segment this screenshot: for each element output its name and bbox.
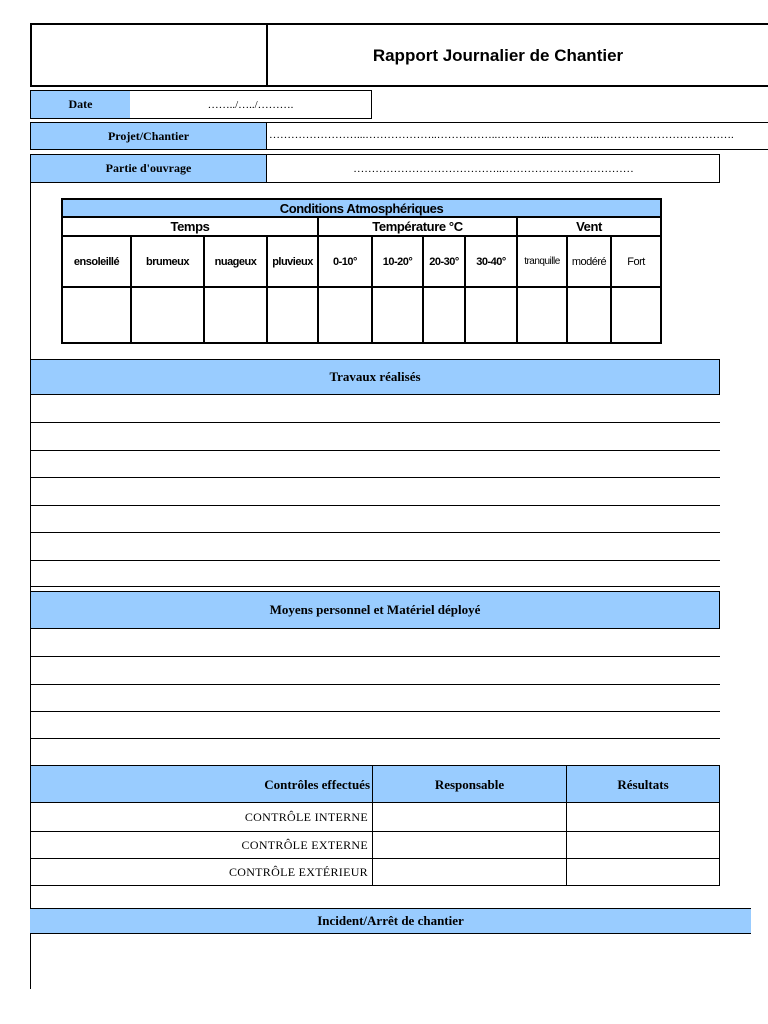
vent-header: Vent [517,217,661,236]
option-fort: Fort [611,236,661,287]
check-pluvieux[interactable] [267,287,318,343]
check-30-40[interactable] [465,287,517,343]
travaux-lines [30,395,720,587]
moyens-lines [30,629,720,765]
moyens-line[interactable] [30,684,720,685]
moyens-line[interactable] [30,656,720,657]
travaux-line[interactable] [30,477,720,478]
controle-externe-resultats[interactable] [567,832,719,859]
controle-exterieur-label: CONTRÔLE EXTÉRIEUR [228,864,368,879]
projet-row [30,122,768,150]
travaux-line[interactable] [30,505,720,506]
check-ensoleille[interactable] [62,287,131,343]
partie-label: Partie d'ouvrage [31,155,267,182]
date-field[interactable]: ……../…../………. [207,98,294,111]
check-nuageux[interactable] [204,287,267,343]
projet-field[interactable]: ……………………...………………..……………..…………...…………..………………………………. [269,129,734,141]
projet-label: Projet/Chantier [31,123,267,149]
option-30-40: 30-40° [465,236,517,287]
partie-field[interactable]: …………………………………..……………………………… [353,162,634,175]
title-block [30,23,768,87]
controle-exterieur-resultats[interactable] [567,859,719,885]
date-label: Date [31,91,130,118]
controle-interne-label: CONTRÔLE INTERNE [244,810,368,824]
responsable-header: Responsable [434,776,505,792]
temps-header: Temps [62,217,318,236]
check-fort[interactable] [611,287,661,343]
controle-interne-responsable[interactable] [373,804,566,831]
weather-table [61,198,662,344]
option-modere: modéré [567,236,611,287]
weather-title: Conditions Atmosphériques [62,199,661,217]
controles-header: Contrôles effectués [264,776,370,792]
check-brumeux[interactable] [131,287,204,343]
option-nuageux: nuageux [204,236,267,287]
check-10-20[interactable] [372,287,423,343]
controls-table [30,765,720,886]
incident-area[interactable] [31,935,720,989]
controle-externe-responsable[interactable] [373,832,566,859]
travaux-line[interactable] [30,532,720,533]
travaux-line[interactable] [30,450,720,451]
resultats-header: Résultats [617,776,669,792]
controle-interne-resultats[interactable] [567,804,719,831]
check-modere[interactable] [567,287,611,343]
incident-header: Incident/Arrêt de chantier [30,908,751,934]
report-title: Rapport Journalier de Chantier [372,46,624,65]
check-tranquille[interactable] [517,287,567,343]
controle-exterieur-responsable[interactable] [373,859,566,885]
option-ensoleille: ensoleillé [62,236,131,287]
option-0-10: 0-10° [318,236,372,287]
controle-externe-label: CONTRÔLE EXTERNE [241,838,368,852]
option-brumeux: brumeux [131,236,204,287]
option-tranquille: tranquille [517,236,567,287]
date-row [30,90,372,119]
travaux-header: Travaux réalisés [30,359,720,395]
check-0-10[interactable] [318,287,372,343]
moyens-line[interactable] [30,711,720,712]
travaux-line[interactable] [30,586,720,587]
partie-row [30,154,720,183]
moyens-header: Moyens personnel et Matériel déployé [30,591,720,629]
check-20-30[interactable] [423,287,465,343]
moyens-line[interactable] [30,738,720,739]
temperature-header: Température °C [318,217,517,236]
option-10-20: 10-20° [372,236,423,287]
travaux-line[interactable] [30,422,720,423]
option-pluvieux: pluvieux [267,236,318,287]
option-20-30: 20-30° [423,236,465,287]
travaux-line[interactable] [30,560,720,561]
